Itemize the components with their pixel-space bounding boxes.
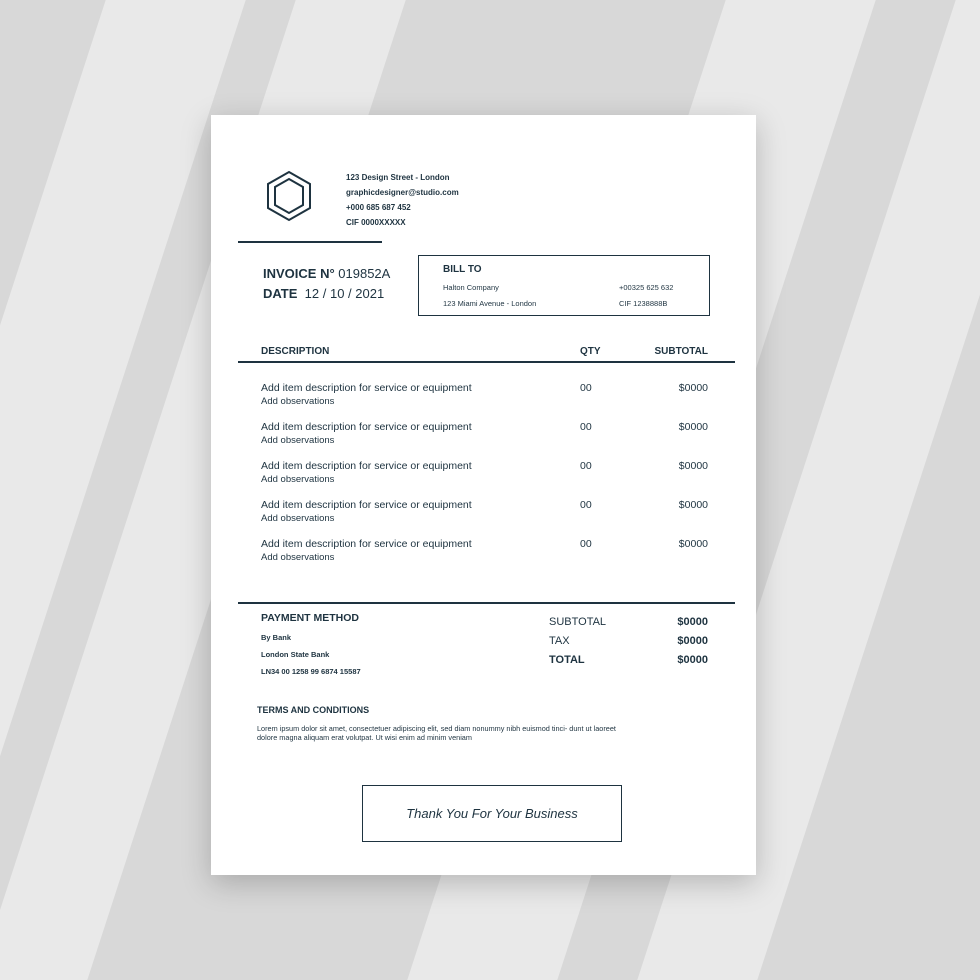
invoice-number-value: 019852A: [338, 266, 391, 281]
total-label: TOTAL: [549, 654, 585, 666]
total-value: $0000: [677, 654, 708, 666]
item-description: Add item description for service or equipment: [261, 499, 472, 511]
bill-to-address: 123 Miami Avenue - London: [443, 299, 537, 308]
company-address: 123 Design Street - London: [346, 173, 450, 182]
company-cif: CIF 0000XXXXX: [346, 218, 406, 227]
bill-to-cif: CIF 1238888B: [619, 299, 668, 308]
item-subtotal: $0000: [678, 499, 708, 511]
item-description: Add item description for service or equipment: [261, 538, 472, 550]
invoice-page: [211, 115, 756, 875]
item-observations: Add observations: [261, 474, 335, 485]
item-subtotal: $0000: [678, 538, 708, 550]
item-observations: Add observations: [261, 513, 335, 524]
bill-to-phone: +00325 625 632: [619, 283, 674, 292]
header-divider: [238, 241, 382, 243]
hexagon-logo-icon: [263, 170, 315, 222]
payment-iban: LN34 00 1258 99 6874 15587: [261, 667, 361, 676]
invoice-number-label: INVOICE N°: [263, 266, 335, 281]
item-observations: Add observations: [261, 435, 335, 446]
item-subtotal: $0000: [678, 421, 708, 433]
item-description: Add item description for service or equipment: [261, 382, 472, 394]
invoice-date-label: DATE: [263, 286, 298, 301]
bill-to-company: Halton Company: [443, 283, 499, 292]
table-header-rule: [238, 361, 735, 363]
invoice-date-value: 12 / 10 / 2021: [304, 286, 385, 301]
header-qty: QTY: [580, 346, 601, 357]
tax-label: TAX: [549, 635, 570, 647]
item-observations: Add observations: [261, 396, 335, 407]
company-info: [346, 170, 459, 230]
item-qty: 00: [580, 538, 592, 550]
terms-text: Lorem ipsum dolor sit amet, consectetuer adipiscing elit, sed diam nonummy nibh euismod tinci- dunt ut laoreet dolore magna aliquam erat volutpat. Ut wisi enim ad minim veniam: [257, 724, 616, 742]
item-qty: 00: [580, 421, 592, 433]
item-observations: Add observations: [261, 552, 335, 563]
item-qty: 00: [580, 460, 592, 472]
payment-bank: London State Bank: [261, 650, 330, 659]
table-footer-rule: [238, 602, 735, 604]
header-description: DESCRIPTION: [261, 346, 330, 357]
item-subtotal: $0000: [678, 382, 708, 394]
terms-title: TERMS AND CONDITIONS: [257, 705, 370, 715]
item-qty: 00: [580, 382, 592, 394]
subtotal-label: SUBTOTAL: [549, 616, 607, 628]
thank-you-text: Thank You For Your Business: [406, 806, 578, 821]
item-description: Add item description for service or equipment: [261, 460, 472, 472]
item-subtotal: $0000: [678, 460, 708, 472]
subtotal-value: $0000: [677, 616, 708, 628]
payment-method-title: PAYMENT METHOD: [261, 612, 360, 624]
item-description: Add item description for service or equipment: [261, 421, 472, 433]
payment-by: By Bank: [261, 633, 292, 642]
tax-value: $0000: [677, 635, 708, 647]
company-phone: +000 685 687 452: [346, 203, 411, 212]
thank-you-box: [362, 785, 622, 842]
bill-to-title: BILL TO: [443, 264, 482, 275]
item-qty: 00: [580, 499, 592, 511]
invoice-date: [263, 286, 384, 301]
bill-to-box: [418, 255, 710, 316]
header-subtotal: SUBTOTAL: [654, 346, 708, 357]
company-email: graphicdesigner@studio.com: [346, 188, 459, 197]
invoice-number: [263, 266, 390, 281]
